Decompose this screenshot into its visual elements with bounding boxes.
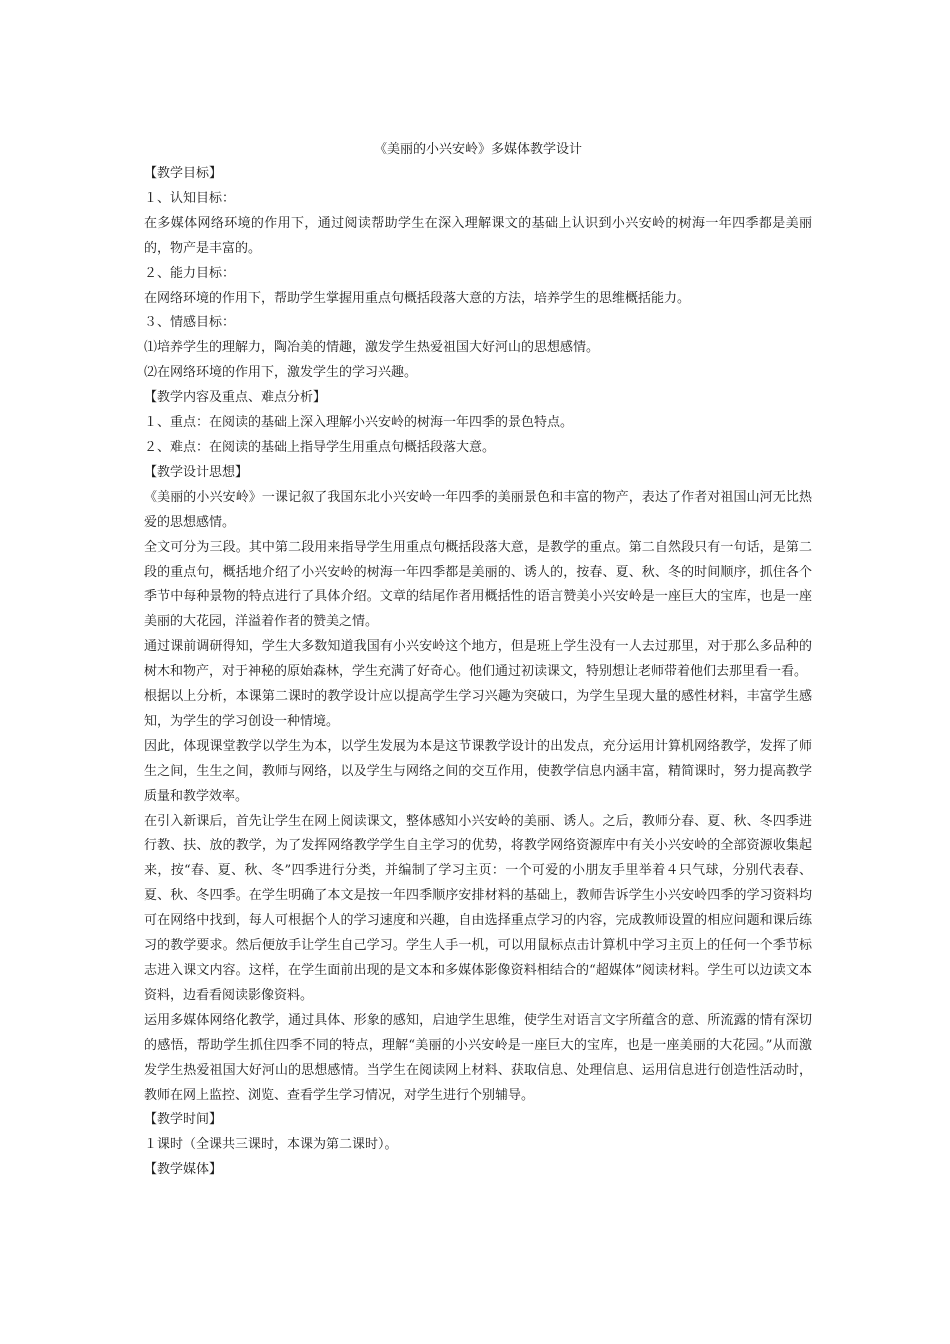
list-item: １、重点：在阅读的基础上深入理解小兴安岭的树海一年四季的景色特点。: [144, 415, 574, 431]
section-heading-content-analysis: 【教学内容及重点、难点分析】: [144, 390, 327, 406]
document-page: [144, 137, 812, 1183]
section-heading-teaching-media: 【教学媒体】: [144, 1162, 223, 1178]
subheading-ability-goal: ２、能力目标：: [144, 265, 236, 281]
paragraph: 通过课前调研得知，学生大多数知道我国有小兴安岭这个地方，但是班上学生没有一人去过那里，对于那么多品种的树木和物产，对于神秘的原始森林，学生充满了好奇心。他们通过初读课文，特别想让老师带着他们去那里看一看。: [144, 639, 812, 680]
paragraph: 《美丽的小兴安岭》一课记叙了我国东北小兴安岭一年四季的美丽景色和丰富的物产，表达了作者对祖国山河无比热爱的思想感情。: [144, 489, 812, 530]
paragraph: 因此，体现课堂教学以学生为本，以学生发展为本是这节课教学设计的出发点，充分运用计算机网络教学，发挥了师生之间，生生之间，教师与网络，以及学生与网络之间的交互作用，使教学信息内涵丰富，精简课时，努力提高教学质量和教学效率。: [144, 738, 812, 804]
list-item: ⑵在网络环境的作用下，激发学生的学习兴趣。: [144, 365, 418, 381]
paragraph: １课时（全课共三课时，本课为第二课时）。: [144, 1137, 398, 1153]
list-item: ２、难点：在阅读的基础上指导学生用重点句概括段落大意。: [144, 439, 496, 455]
subheading-emotional-goal: ３、情感目标：: [144, 315, 236, 331]
section-heading-teaching-goals: 【教学目标】: [144, 166, 223, 181]
section-heading-design-idea: 【教学设计思想】: [144, 464, 249, 480]
list-item: ⑴培养学生的理解力，陶冶美的情趣，激发学生热爱祖国大好河山的思想感情。: [144, 340, 600, 356]
subheading-cognitive-goal: １、认知目标：: [144, 190, 236, 206]
document-title: 《美丽的小兴安岭》多媒体教学设计: [373, 142, 582, 157]
paragraph: 在引入新课后，首先让学生在网上阅读课文，整体感知小兴安岭的美丽、诱人。之后，教师分春、夏、秋、冬四季进行教、扶、放的教学，为了发挥网络教学学生自主学习的优势，将教学网络资源库中有关小兴安岭的全部资源收集起来，按“春、夏、秋、冬”四季进行分类，并编制了学习主页：一个可爱的小朋友手里举着４只气球，分别代表春、夏、秋、冬四季。在学生明确了本文是按一年四季顺序安排材料的基础上，教师告诉学生小兴安岭四季的学习资料均可在网络中找到，每人可根据个人的学习速度和兴趣，自由选择重点学习的内容，完成教师设置的相应问题和课后练习的教学要求。然后便放手让学生自己学习。学生人手一机，可以用鼠标点击计算机中学习主页上的任何一个季节标志进入课文内容。这样，在学生面前出现的是文本和多媒体影像资料相结合的“超媒体”阅读材料。学生可以边读文本资料，边看看阅读影像资料。: [144, 813, 812, 1003]
paragraph: 根据以上分析，本课第二课时的教学设计应以提高学生学习兴趣为突破口，为学生呈现大量的感性材料，丰富学生感知，为学生的学习创设一种情境。: [144, 689, 812, 729]
paragraph: 全文可分为三段。其中第二段用来指导学生用重点句概括段落大意，是教学的重点。第二自然段只有一句话，是第二段的重点句，概括地介绍了小兴安岭的树海一年四季都是美丽的、诱人的，按春、夏、秋、冬的时间顺序，抓住各个季节中每种景物的特点进行了具体介绍。文章的结尾作者用概括性的语言赞美小兴安岭是一座巨大的宝库，也是一座美丽的大花园，洋溢着作者的赞美之情。: [144, 539, 812, 630]
section-heading-teaching-time: 【教学时间】: [144, 1112, 223, 1128]
paragraph: 在网络环境的作用下，帮助学生掌握用重点句概括段落大意的方法，培养学生的思维概括能力。: [144, 290, 691, 306]
paragraph: 在多媒体网络环境的作用下，通过阅读帮助学生在深入理解课文的基础上认识到小兴安岭的树海一年四季都是美丽的，物产是丰富的。: [144, 215, 812, 256]
paragraph: 运用多媒体网络化教学，通过具体、形象的感知，启迪学生思维，使学生对语言文字所蕴含的意、所流露的情有深切的感悟，帮助学生抓住四季不同的特点，理解“美丽的小兴安岭是一座巨大的宝库，也是一座美丽的大花园。”从而激发学生热爱祖国大好河山的思想感情。当学生在阅读网上材料、获取信息、处理信息、运用信息进行创造性活动时，教师在网上监控、浏览、查看学生学习情况，对学生进行个别辅导。: [144, 1012, 812, 1103]
